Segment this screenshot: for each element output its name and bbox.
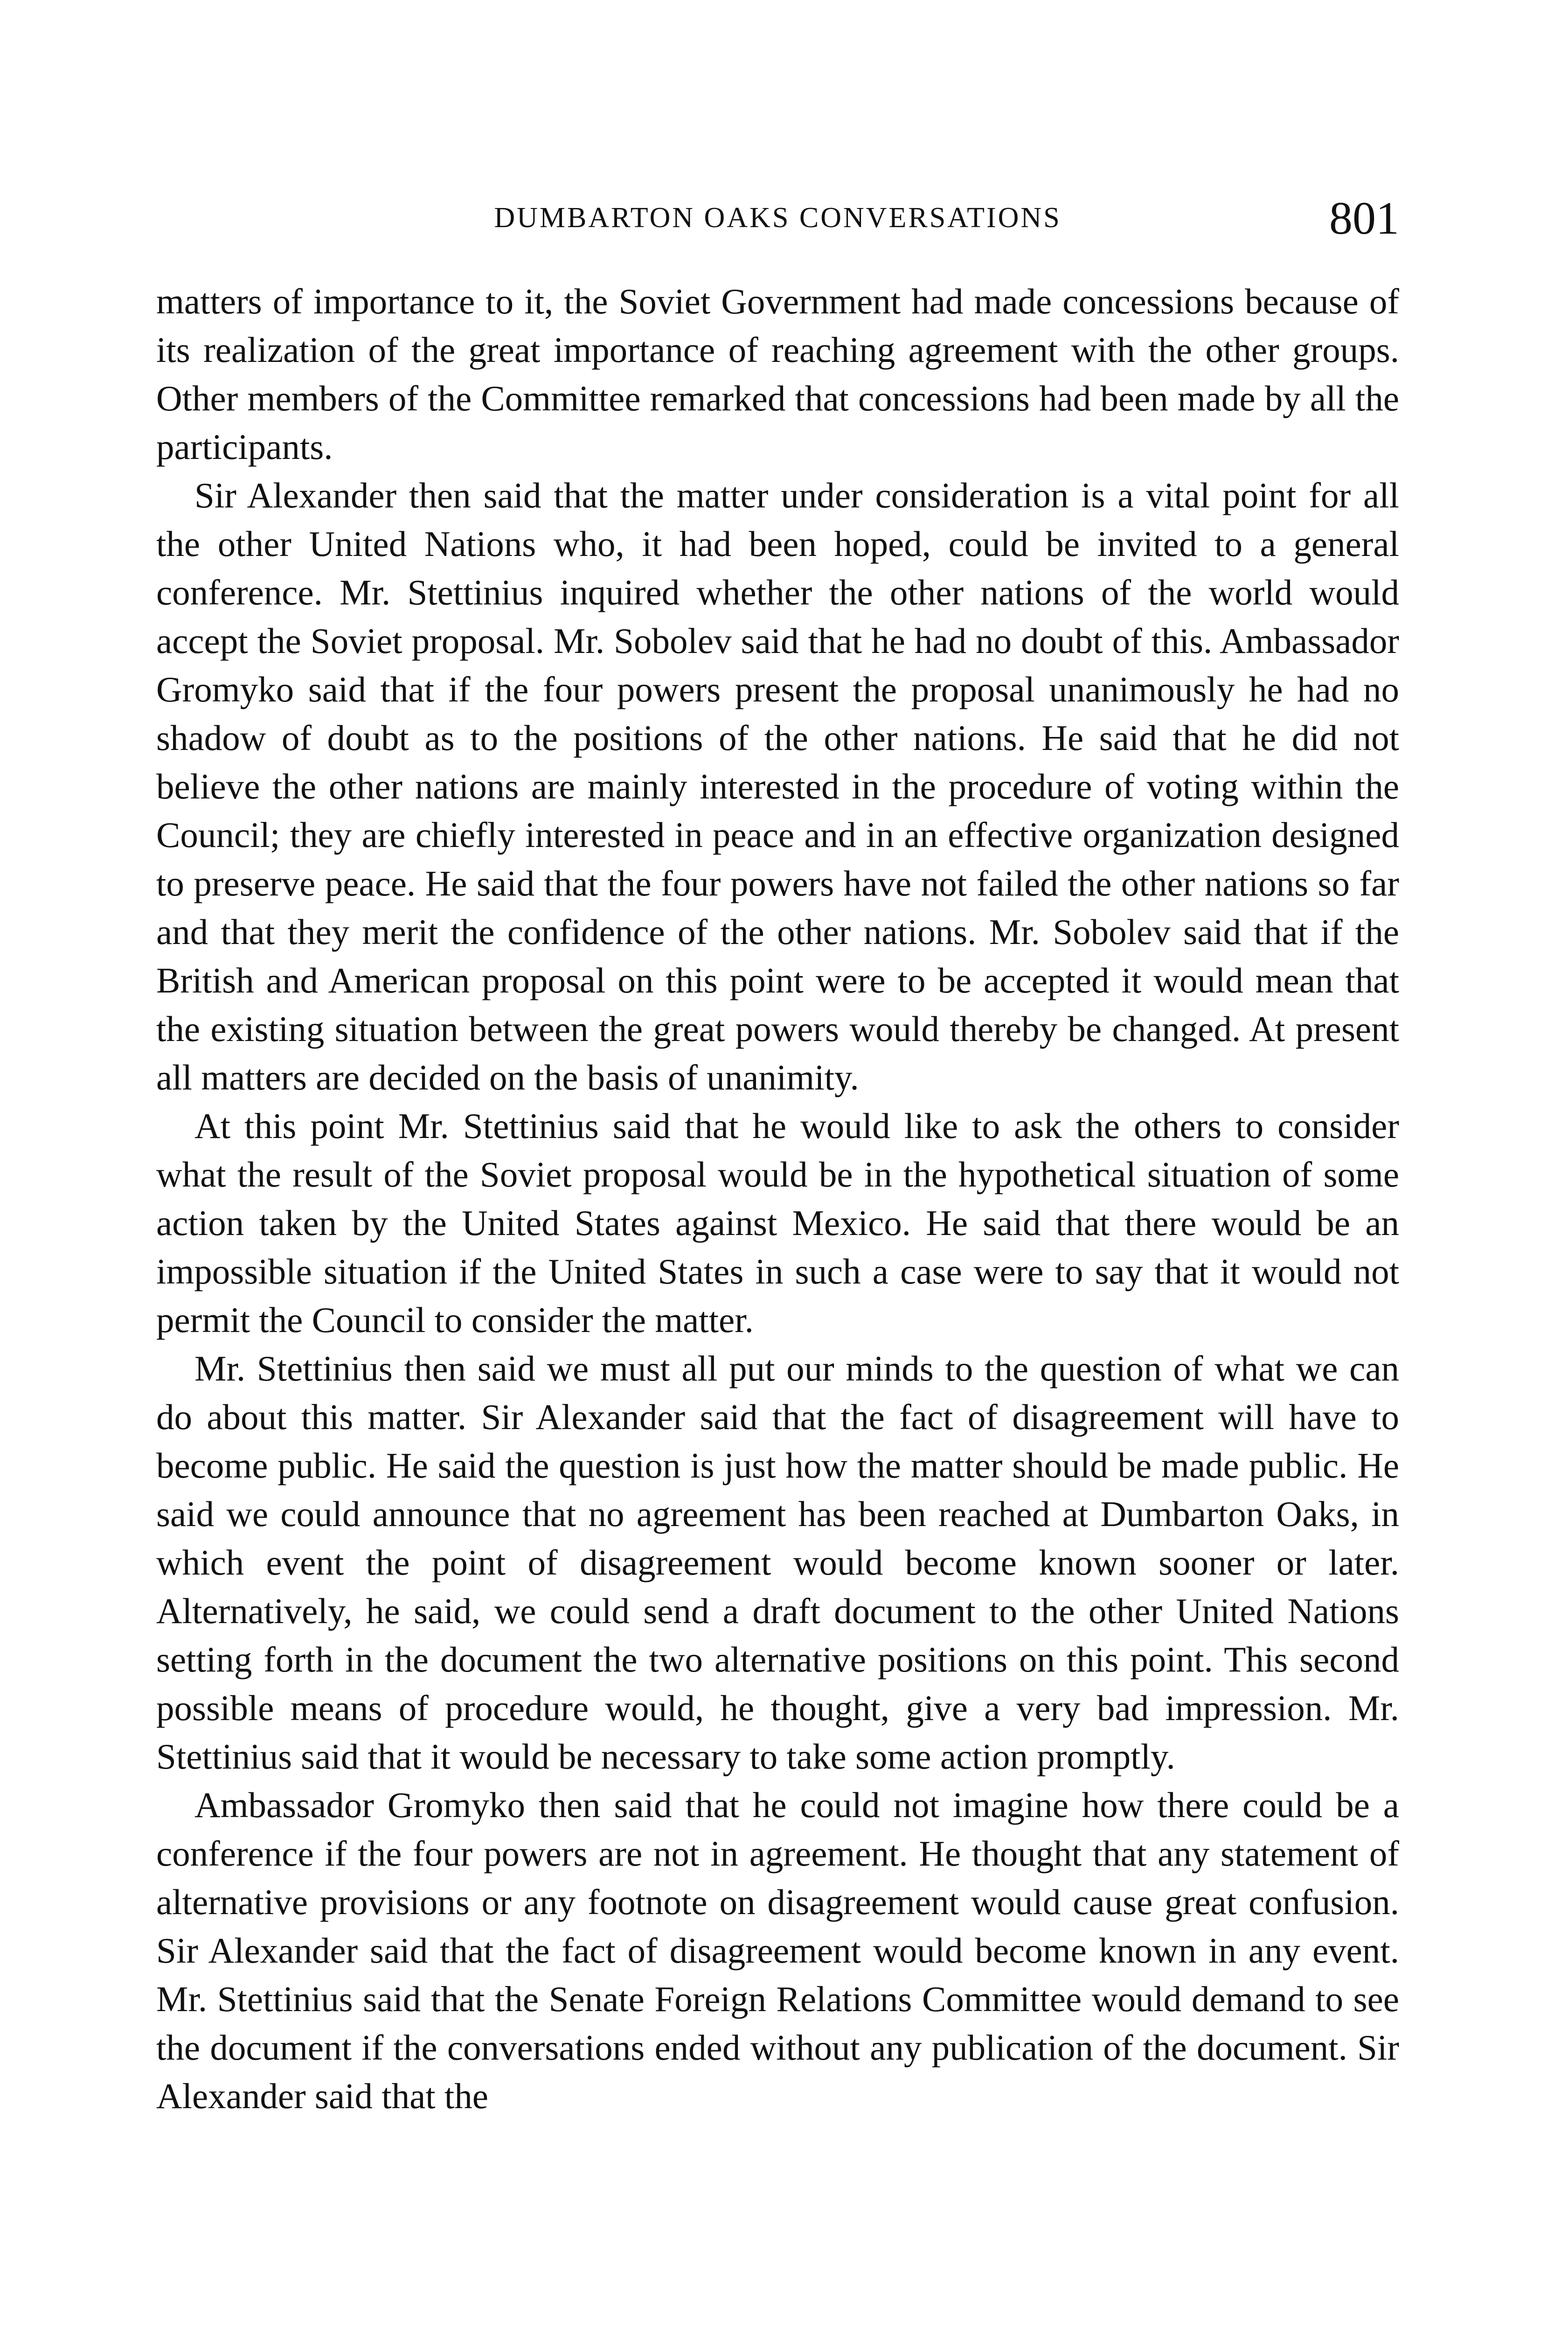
paragraph-1: matters of importance to it, the Soviet Government had made concessions because of its realization of the great importance of reaching agreement with the other groups. Other members of the Committee remarked that concessions had been made by all the participants. <box>156 281 1399 467</box>
paragraph-2: Sir Alexander then said that the matter under consideration is a vital point for all the other United Nations who, it had been hoped, could be invited to a general conference. Mr. Stettinius inquired whether the other nations of the world would accept the Soviet proposal. Mr. Sobolev said that he had no doubt of this. Ambassador Gromyko said that if the four powers present the proposal unanimously he had no shadow of doubt as to the positions of the other nations. He said that he did not believe the other nations are mainly interested in the procedure of voting within the Council; they are chiefly interested in peace and in an effective organization designed to preserve peace. He said that the four powers have not failed the other nations so far and that they merit the confidence of the other nations. Mr. Sobolev said that if the British and American proposal on this point were to be accepted it would mean that the existing situation between the great powers would thereby be changed. At present all matters are decided on the basis of unanimity. <box>156 475 1399 1097</box>
paragraph-5: Ambassador Gromyko then said that he could not imagine how there could be a conference if the four powers are not in agreement. He thought that any statement of alternative provisions or any footnote on disagreement would cause great confusion. Sir Alexander said that the fact of disagreement would become known in any event. Mr. Stettinius said that the Senate Foreign Relations Committee would demand to see the document if the conversations ended without any publication of the document. Sir Alexander said that the <box>156 1785 1399 2116</box>
paragraph-4: Mr. Stettinius then said we must all put our minds to the question of what we can do about this matter. Sir Alexander said that the fact of disagreement will have to become public. He said the question is just how the matter should be made public. He said we could announce that no agreement has been reached at Dumbarton Oaks, in which event the point of disagreement would become known sooner or later. Alternatively, he said, we could send a draft document to the other United Nations setting forth in the document the two alternative positions on this point. This second possible means of procedure would, he thought, give a very bad impression. Mr. Stettinius said that it would be necessary to take some action promptly. <box>156 1348 1399 1777</box>
paragraph-3: At this point Mr. Stettinius said that he would like to ask the others to consider what the result of the Soviet proposal would be in the hypothetical situation of some action taken by the United States against Mexico. He said that there would be an impossible situation if the United States in such a case were to say that it would not permit the Council to consider the matter. <box>156 1106 1399 1340</box>
page-number: 801 <box>1329 192 1399 244</box>
body-text <box>156 277 1399 2120</box>
running-title: DUMBARTON OAKS CONVERSATIONS <box>494 202 1062 234</box>
running-head <box>156 192 1399 251</box>
